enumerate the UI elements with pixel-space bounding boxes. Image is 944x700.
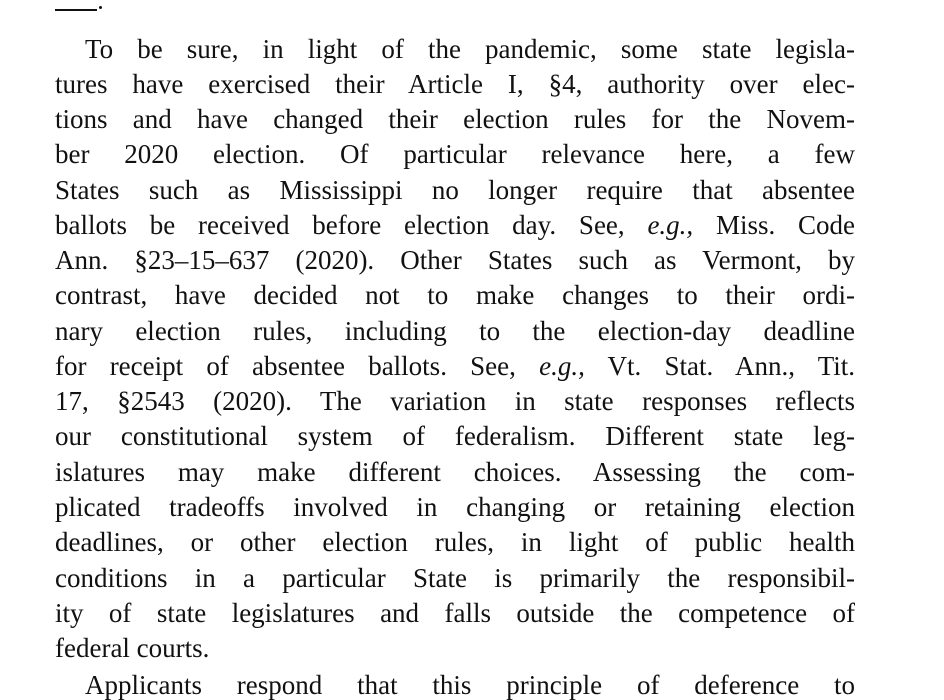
- previous-paragraph-fragment: [55, 0, 103, 12]
- next-paragraph-cutoff: [55, 664, 855, 700]
- paragraph-line-7: Ann. §23–15–637 (2020). Other States such as Vermont, by: [55, 245, 855, 275]
- line-6-text-a: ballots be received before election day. See,: [55, 210, 648, 240]
- paragraph-line-13: islatures may make different choices. Assessing the com-: [55, 457, 855, 487]
- next-paragraph-first-line: Applicants respond that this principle of deference to: [85, 670, 855, 700]
- paragraph-line-1: To be sure, in light of the pandemic, some state legisla-: [85, 34, 855, 64]
- paragraph-line-14: plicated tradeoffs involved in changing or retaining election: [55, 492, 855, 522]
- paragraph-line-18: federal courts.: [55, 633, 210, 663]
- paragraph-line-17: ity of state legislatures and falls outside the competence of: [55, 598, 855, 628]
- line-6-text-b: Miss. Code: [693, 210, 855, 240]
- paragraph-line-15: deadlines, or other election rules, in light of public health: [55, 527, 855, 557]
- paragraph-line-10: [55, 353, 855, 380]
- paragraph-line-4: ber 2020 election. Of particular relevance here, a few: [55, 139, 855, 169]
- paragraph-line-3: tions and have changed their election rules for the Novem-: [55, 104, 855, 134]
- citation-signal-eg: e.g.,: [647, 210, 694, 240]
- fragment-period: [99, 6, 102, 9]
- paragraph-line-6: [55, 212, 855, 239]
- paragraph-line-12: our constitutional system of federalism. Different state leg-: [55, 421, 855, 451]
- citation-signal-eg-2: e.g.,: [539, 351, 585, 381]
- paragraph-line-8: contrast, have decided not to make changes to their ordi-: [55, 280, 855, 310]
- blank-rule: [55, 9, 97, 11]
- paragraph-line-11: 17, §2543 (2020). The variation in state responses reflects: [55, 386, 855, 416]
- paragraph-line-2: tures have exercised their Article I, §4, authority over elec-: [55, 69, 855, 99]
- line-10-text-b: Vt. Stat. Ann., Tit.: [584, 351, 855, 381]
- line-10-text-a: for receipt of absentee ballots. See,: [55, 351, 540, 381]
- paragraph-line-16: conditions in a particular State is primarily the responsibil-: [55, 563, 855, 593]
- paragraph-line-9: nary election rules, including to the election-day deadline: [55, 316, 855, 346]
- paragraph-line-5: States such as Mississippi no longer require that absentee: [55, 175, 855, 205]
